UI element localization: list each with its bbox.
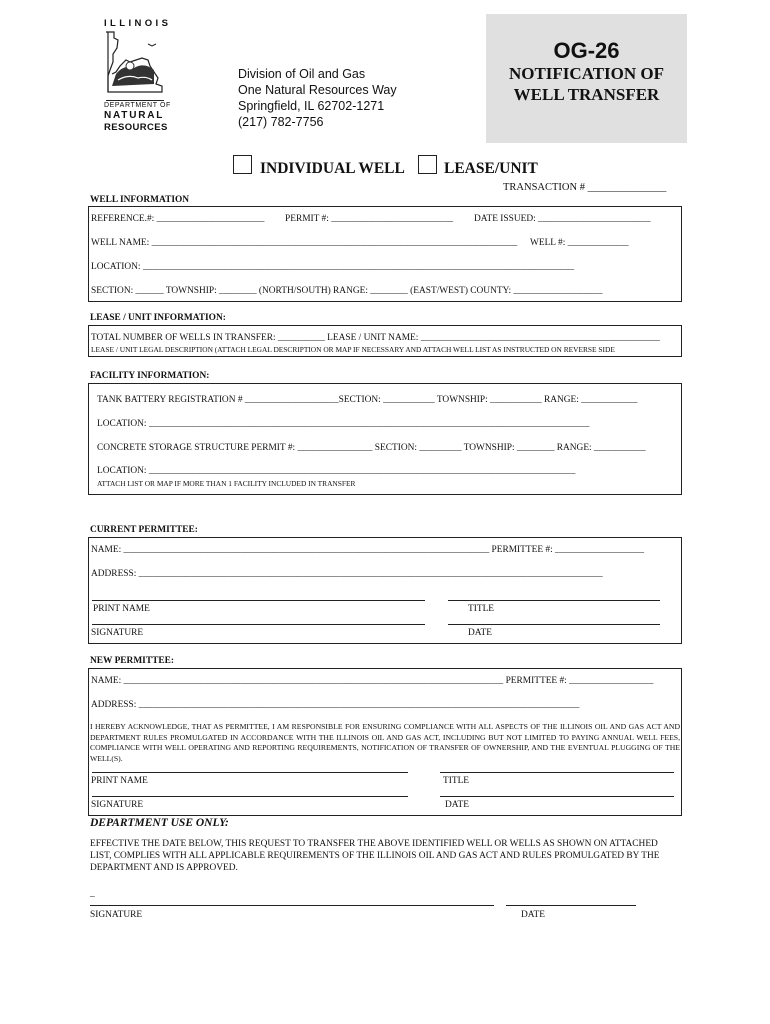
current-date-label: DATE (468, 628, 492, 638)
well-number-field[interactable]: WELL #: _____________ (530, 238, 629, 248)
department-date-line[interactable] (506, 905, 636, 906)
agency-address (238, 66, 397, 130)
current-title-label: TITLE (468, 604, 495, 614)
current-date-line[interactable] (448, 624, 660, 625)
logo-illinois: ILLINOIS (104, 18, 172, 29)
facility-location-field-2[interactable]: LOCATION: ___________________________________________________________________________________________ (97, 466, 576, 476)
current-print-name-label: PRINT NAME (93, 604, 150, 614)
department-signature-line[interactable] (90, 905, 494, 906)
new-permittee-heading: NEW PERMITTEE: (90, 656, 174, 666)
lease-unit-checkbox[interactable] (418, 155, 437, 174)
logo-natural: NATURAL (104, 110, 165, 121)
well-info-heading: WELL INFORMATION (90, 195, 190, 205)
individual-well-label: INDIVIDUAL WELL (260, 160, 405, 177)
department-signature-label: SIGNATURE (90, 910, 143, 920)
agency-city: Springfield, IL 62702-1271 (238, 99, 385, 113)
department-approval-text: EFFECTIVE THE DATE BELOW, THIS REQUEST TO TRANSFER THE ABOVE IDENTIFIED WELL OR WELLS AS SHOWN ON ATTACHED LIST, COMPLIES WITH ALL APPLICABLE REQUIREMENTS OF THE ILLINOIS OIL AND GAS ACT AND RULES PROMULGATED BY THE DEPARTMENT AND IS APPROVED. (90, 839, 660, 873)
section-township-range-field[interactable]: SECTION: ______ TOWNSHIP: ________ (NORTH/SOUTH) RANGE: ________ (EAST/WEST) COUNTY: ___________________ (91, 286, 603, 296)
new-print-name-line[interactable] (92, 772, 408, 773)
facility-location-field-1[interactable]: LOCATION: ______________________________________________________________________________________________ (97, 419, 590, 429)
current-name-field[interactable]: NAME: ______________________________________________________________________________ PERMITTEE #: ___________________ (91, 545, 645, 555)
well-location-field[interactable]: LOCATION: ____________________________________________________________________________________________ (91, 262, 575, 272)
lease-info-heading: LEASE / UNIT INFORMATION: (90, 313, 226, 323)
facility-attach-note: ATTACH LIST OR MAP IF MORE THAN 1 FACILITY INCLUDED IN TRANSFER (97, 479, 356, 488)
logo-department-of: DEPARTMENT OF (104, 102, 171, 109)
facility-info-heading: FACILITY INFORMATION: (90, 371, 210, 381)
reference-field[interactable]: REFERENCE.#: _______________________ (91, 214, 265, 224)
individual-well-checkbox[interactable] (233, 155, 252, 174)
new-title-label: TITLE (443, 776, 470, 786)
well-name-field[interactable]: WELL NAME: ______________________________________________________________________________ (91, 238, 518, 248)
current-address-field[interactable]: ADDRESS: ___________________________________________________________________________________________________ (91, 569, 603, 579)
current-title-line[interactable] (448, 600, 660, 601)
form-title-line2: WELL TRANSFER (513, 85, 660, 104)
acknowledgement-text: I HEREBY ACKNOWLEDGE, THAT AS PERMITTEE, I AM RESPONSIBLE FOR ENSURING COMPLIANCE WITH ALL ASPECTS OF THE ILLINOIS OIL AND GAS ACT AND DEPARTMENT RULES PROMULGATED IN ACCORDANCE WITH THE ILLINOIS OIL AND GAS ACT, INCLUDING BUT NOT LIMITED TO PAYING ANNUAL WELL FEES, COMPLIANCE WITH WELL OPERATING AND REPORTING REQUIREMENTS, NOTIFICATION OF TRANSFER OF OWNERSHIP, AND THE EVENTUAL PLUGGING OF THE WELL(S). (90, 722, 680, 763)
permit-field[interactable]: PERMIT #: __________________________ (285, 214, 454, 224)
current-print-name-line[interactable] (92, 600, 425, 601)
tank-battery-field[interactable]: TANK BATTERY REGISTRATION # ____________________SECTION: ___________ TOWNSHIP: ___________ RANGE: ____________ (97, 395, 638, 405)
new-title-line[interactable] (440, 772, 674, 773)
new-name-field[interactable]: NAME: _________________________________________________________________________________ PERMITTEE #: __________________ (91, 676, 654, 686)
concrete-storage-field[interactable]: CONCRETE STORAGE STRUCTURE PERMIT #: ________________ SECTION: _________ TOWNSHIP: ________ RANGE: ___________ (97, 443, 646, 453)
logo-landscape-icon (104, 30, 166, 96)
new-date-label: DATE (445, 800, 469, 810)
form-title-box (486, 14, 687, 143)
department-dash: _ (90, 889, 95, 899)
new-date-line[interactable] (440, 796, 674, 797)
current-signature-label: SIGNATURE (91, 628, 144, 638)
form-title-line1: NOTIFICATION OF (508, 64, 665, 83)
total-wells-field[interactable]: TOTAL NUMBER OF WELLS IN TRANSFER: __________ LEASE / UNIT NAME: ___________________________________________________ (91, 333, 660, 343)
agency-division: Division of Oil and Gas (238, 67, 366, 81)
department-date-label: DATE (521, 910, 545, 920)
logo-resources: RESOURCES (104, 122, 168, 133)
current-signature-line[interactable] (92, 624, 425, 625)
form-number: OG-26 (553, 38, 620, 63)
agency-street: One Natural Resources Way (238, 83, 397, 97)
lease-unit-label: LEASE/UNIT (444, 160, 538, 177)
agency-phone: (217) 782-7756 (238, 115, 324, 129)
transaction-field[interactable]: TRANSACTION # _______________ (503, 182, 667, 193)
new-signature-line[interactable] (92, 796, 408, 797)
new-address-field[interactable]: ADDRESS: ______________________________________________________________________________________________ (91, 700, 580, 710)
new-print-name-label: PRINT NAME (91, 776, 148, 786)
current-permittee-heading: CURRENT PERMITTEE: (90, 525, 198, 535)
lease-legal-description: LEASE / UNIT LEGAL DESCRIPTION (ATTACH LEGAL DESCRIPTION OR MAP IF NECESSARY AND ATTACH WELL LIST AS INSTRUCTED ON REVERSE SIDE (91, 345, 615, 354)
department-use-heading: DEPARTMENT USE ONLY: (90, 817, 229, 829)
date-issued-field[interactable]: DATE ISSUED: ________________________ (474, 214, 651, 224)
new-signature-label: SIGNATURE (91, 800, 144, 810)
